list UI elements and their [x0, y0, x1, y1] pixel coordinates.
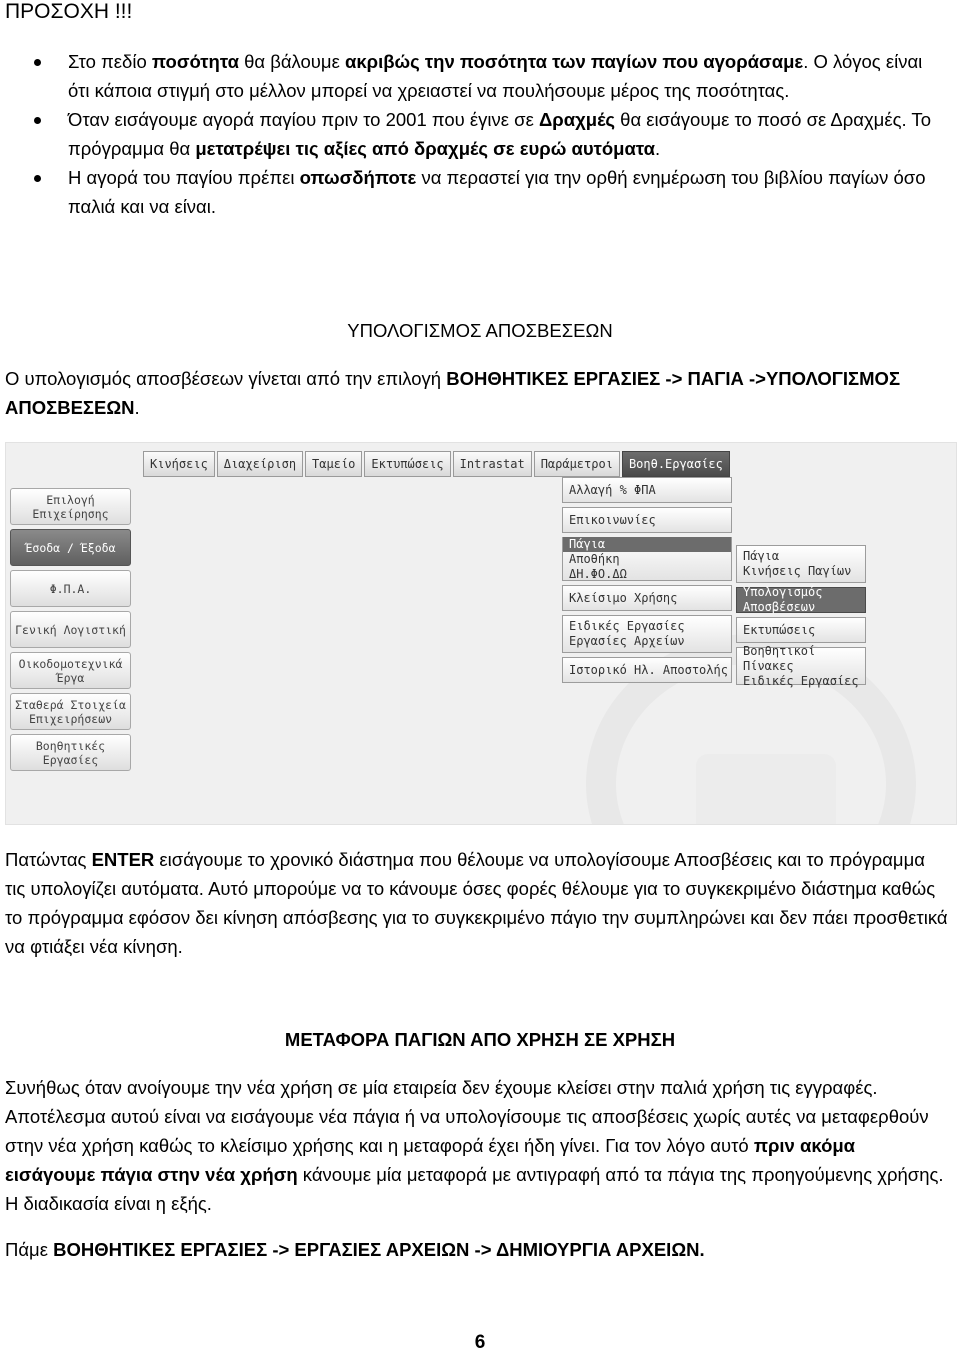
- submenu-group-aux: [736, 643, 866, 688]
- menu-tab-ektyposeis[interactable]: Εκτυπώσεις: [364, 451, 450, 477]
- bullet-dot-icon: [34, 117, 41, 124]
- menu-item-warehouse[interactable]: Αποθήκη: [569, 551, 620, 566]
- menu-group-special: [562, 615, 732, 653]
- sidebar-item-epilogi-epixeirisis[interactable]: [10, 488, 131, 525]
- sidebar-item-geniki-logistiki[interactable]: [10, 611, 131, 648]
- submenu-item-prints[interactable]: Εκτυπώσεις: [736, 617, 866, 643]
- transfer-paragraph: Συνήθως όταν ανοίγουμε την νέα χρήση σε μία εταιρεία δεν έχουμε κλείσει στην παλιά χρήση τις εγγραφές. Αποτέλεσμα αυτού είναι να εισάγουμε νέα πάγια ή να υπολογίσουμε τις αποσβέσεις χωρίς αυτές να μεταφερθούν στην νέα χρήση καθώς το κλείσιμο χρήσης και η μεταφορά έχει ήδη γίνει. Για τον λόγο αυτό πριν ακόμα εισάγουμε πάγια στην νέα χρήση κάνουμε μία μεταφορά με αντιγραφή από τα πάγια της προηγούμενης χρήσης. Η διαδικασία είναι η εξής.: [5, 1077, 944, 1214]
- sidebar-item-label: Γενική Λογιστική: [15, 622, 126, 637]
- menu-item-assets[interactable]: Πάγια: [563, 537, 731, 552]
- sidebar-item-label: Βοηθητικές: [35, 738, 106, 753]
- menu-tab-parametroi[interactable]: Παράμετροι: [534, 451, 620, 477]
- menu-tab-diaxeirisi[interactable]: Διαχείριση: [217, 451, 303, 477]
- menu-item-dhfodo[interactable]: ΔΗ.ΦΟ.ΔΩ: [569, 566, 627, 581]
- bullet-dot-icon: [34, 59, 41, 66]
- depreciation-intro: Ο υπολογισμός αποσβέσεων γίνεται από την επιλογή ΒΟΗΘΗΤΙΚΕΣ ΕΡΓΑΣΙΕΣ -> ΠΑΓΙΑ ->ΥΠΟΛΟΓΙΣΜΟΣ ΑΠΟΣΒΕΣΕΩΝ.: [5, 368, 901, 418]
- enter-paragraph: Πατώντας ENTER εισάγουμε το χρονικό διάστημα που θέλουμε να υπολογίσουμε Αποσβέσεις και το πρόγραμμα τις υπολογίζει αυτόματα. Αυτό μπορούμε να το κάνουμε όσες φορές θέλουμε για το συγκεκριμένο διάστημα καθώς το πρόγραμμα εφόσον δει κίνηση απόσβεσης για το συγκεκριμένο πάγιο την συμπληρώνει και δεν πάει προσθετικά να φτιάξει νέα κίνηση.: [5, 849, 948, 957]
- sidebar-item-oikodomotexnika[interactable]: [10, 652, 131, 689]
- submenu-item-assets[interactable]: Πάγια: [743, 549, 780, 563]
- bullet-item: Η αγορά του παγίου πρέπει οπωσδήποτε να περαστεί για την ορθή ενημέρωση του βιβλίου παγίων όσο παλιά και να είναι.: [0, 163, 948, 221]
- sidebar-item-label: Οικοδομοτεχνικά: [18, 656, 123, 671]
- submenu-group-assets: [736, 545, 866, 583]
- menu-item-vat-change[interactable]: Αλλαγή % ΦΠΑ: [562, 477, 732, 503]
- menu-item-close-year[interactable]: Κλείσιμο Χρήσης: [562, 585, 732, 611]
- menu-bar: [143, 451, 730, 477]
- section-title-depreciation: ΥΠΟΛΟΓΙΣΜΟΣ ΑΠΟΣΒΕΣΕΩΝ: [347, 320, 613, 341]
- menu-item-communications[interactable]: Επικοινωνίες: [562, 507, 732, 533]
- bullet-item: Στο πεδίο ποσότητα θα βάλουμε ακριβώς την ποσότητα των παγίων που αγοράσαμε. Ο λόγος είναι ότι κάποια στιγμή στο μέλλον μπορεί να χρειαστεί να πουλήσουμε μέρος της ποσότητας.: [0, 47, 948, 105]
- menu-tab-kiniseis[interactable]: Κινήσεις: [143, 451, 215, 477]
- menu-tab-voith-ergasies[interactable]: Βοηθ.Εργασίες: [622, 451, 730, 477]
- section-title-transfer: ΜΕΤΑΦΟΡΑ ΠΑΓΙΩΝ ΑΠΟ ΧΡΗΣΗ ΣΕ ΧΡΗΣΗ: [284, 1029, 676, 1050]
- menu-tab-intrastat[interactable]: Intrastat: [453, 451, 532, 477]
- bullet-dot-icon: [34, 175, 41, 182]
- sidebar: [10, 488, 131, 775]
- submenu-item-calc-depreciation[interactable]: Υπολογισμός Αποσβέσεων: [736, 587, 866, 613]
- dropdown-menu: [562, 477, 732, 687]
- sidebar-item-label: Έργα: [56, 670, 85, 685]
- sidebar-item-label: Επιχείρησης: [32, 506, 109, 521]
- menu-tab-tameio[interactable]: Ταμείο: [305, 451, 362, 477]
- sidebar-item-label: Σταθερά Στοιχεία: [15, 697, 126, 712]
- sidebar-item-label: Εργασίες: [42, 752, 99, 767]
- submenu-assets: [736, 545, 866, 689]
- sidebar-item-label: Επιχειρήσεων: [28, 711, 113, 726]
- sidebar-item-fpa[interactable]: [10, 570, 131, 607]
- page-number: 6: [474, 1332, 486, 1353]
- sidebar-item-label: Επιλογή: [46, 492, 95, 507]
- sidebar-item-esoda-exoda[interactable]: [10, 529, 131, 566]
- bullet-item: Όταν εισάγουμε αγορά παγίου πριν το 2001 που έγινε σε Δραχμές θα εισάγουμε το ποσό σε Δραχμές. Το πρόγραμμα θα μετατρέψει τις αξίες από δραχμές σε ευρώ αυτόματα.: [0, 105, 948, 163]
- watermark-logo-center: [696, 754, 836, 825]
- sidebar-item-voithitikes-ergasies[interactable]: [10, 734, 131, 771]
- menu-item-file-tasks[interactable]: Εργασίες Αρχείων: [569, 634, 685, 648]
- app-screenshot: [5, 442, 957, 825]
- attention-heading: ΠΡΟΣΟΧΗ !!!: [5, 0, 133, 23]
- submenu-item-asset-moves[interactable]: Κινήσεις Παγίων: [743, 564, 852, 578]
- menu-item-special-tasks[interactable]: Ειδικές Εργασίες: [569, 619, 685, 633]
- bullet-list: [0, 47, 960, 221]
- submenu-item-aux-tables[interactable]: Βοηθητικοί Πίνακες: [743, 643, 816, 673]
- sidebar-item-label: Φ.Π.Α.: [49, 581, 92, 596]
- menu-group-assets: [562, 537, 732, 581]
- transfer-path: Πάμε ΒΟΗΘΗΤΙΚΕΣ ΕΡΓΑΣΙΕΣ -> ΕΡΓΑΣΙΕΣ ΑΡΧΕΙΩΝ -> ΔΗΜΙΟΥΡΓΙΑ ΑΡΧΕΙΩΝ.: [5, 1239, 705, 1260]
- submenu-item-special-tasks[interactable]: Ειδικές Εργασίες: [743, 673, 859, 688]
- sidebar-item-stathera-stoixeia[interactable]: [10, 693, 131, 730]
- sidebar-item-label: Έσοδα / Έξοδα: [25, 540, 116, 555]
- menu-item-send-history[interactable]: Ιστορικό Ηλ. Αποστολής: [562, 657, 732, 683]
